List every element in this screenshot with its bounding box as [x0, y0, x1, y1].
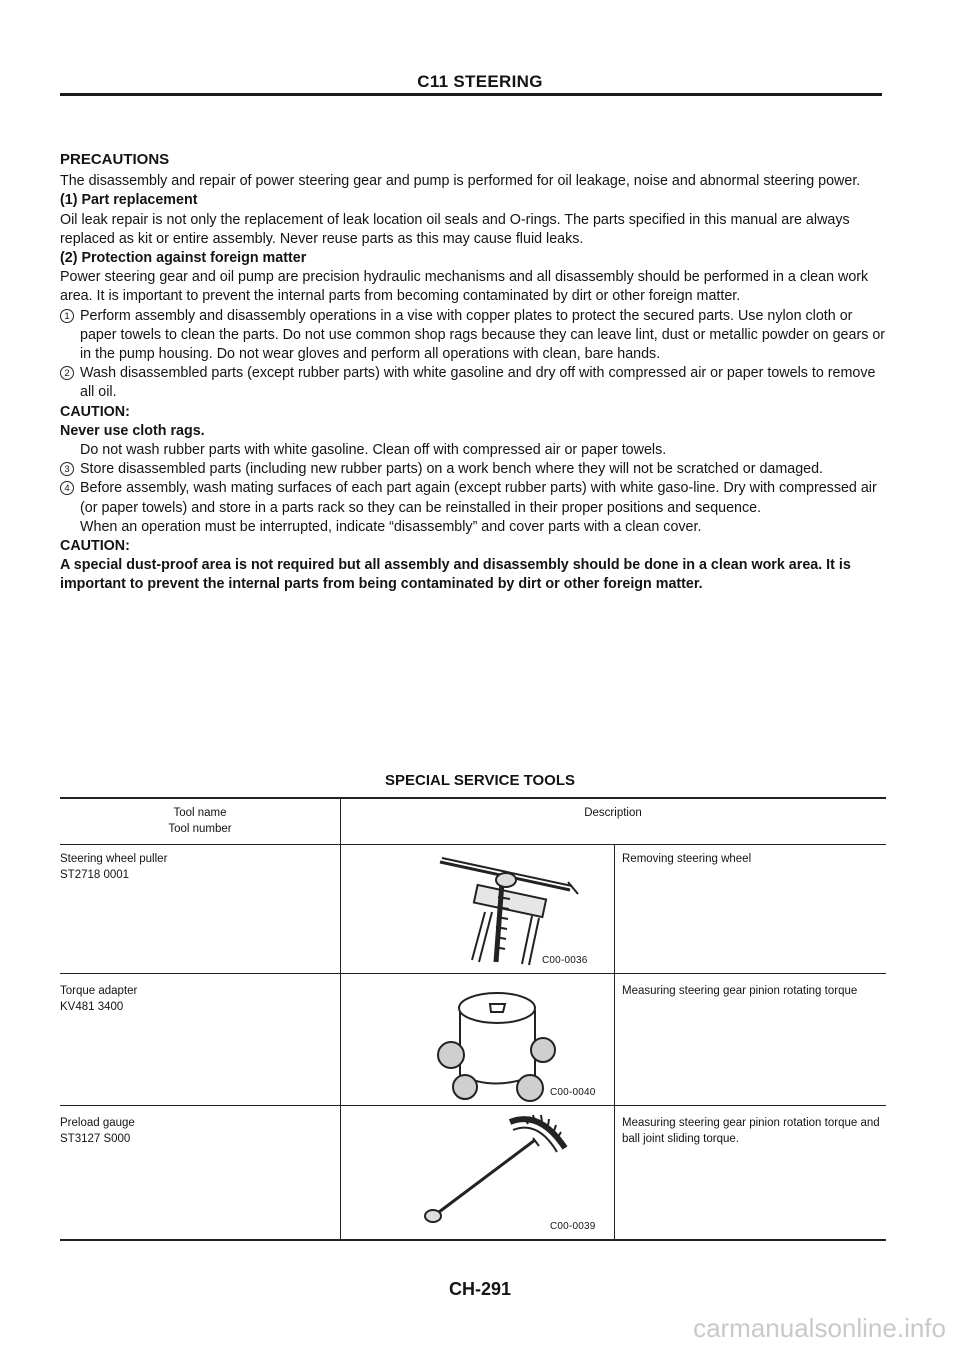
part-replacement-text: Oil leak repair is not only the replacement of leak location oil seals and O-rings. The parts specified in this manual are always replaced as kit or entire assembly. Never reuse parts as this may cause fluid leaks. [60, 211, 850, 247]
special-service-tools-title: SPECIAL SERVICE TOOLS [384, 772, 576, 789]
precaution-item-3 [60, 460, 886, 479]
table-row [60, 1115, 330, 1147]
table-header-rule [60, 844, 886, 845]
tool-description: Measuring steering gear pinion rotation torque and ball joint sliding torque. [622, 1117, 880, 1145]
circled-number-2: 2 [60, 366, 74, 380]
tool-number: ST2718 0001 [60, 869, 130, 881]
table-bottom-rule [60, 1239, 886, 1241]
table-row [60, 851, 330, 883]
precaution-item-4 [60, 479, 886, 517]
circled-number-4: 4 [60, 481, 74, 495]
precautions-title: PRECAUTIONS [60, 151, 170, 168]
page-number: CH-291 [448, 1279, 512, 1299]
table-col-rule-2 [614, 844, 615, 1241]
caution-label-1: CAUTION: [60, 403, 130, 420]
page-header-title: C11 STEERING [417, 72, 543, 91]
preload-gauge-drawing [415, 1110, 585, 1232]
caution-label-2: CAUTION: [60, 538, 130, 555]
col-tool-number: Tool number [168, 823, 232, 835]
figure-code: C00-0036 [542, 955, 588, 966]
circled-number-1: 1 [60, 309, 74, 323]
tool-number: ST3127 S000 [60, 1133, 131, 1145]
precautions-intro: The disassembly and repair of power steering gear and pump is performed for oil leakage, noise and abnormal steering power. [60, 173, 861, 190]
special-service-tools-table [60, 797, 886, 1241]
precaution-item-1-text: Perform assembly and disassembly operations in a vise with copper plates to protect the secured parts. Use nylon cloth or paper towels to clean the parts. Do not use common shop rags because they can leave lint, dust or metallic powder on gears or in the pump housing. Do not wear gloves and perform all operations with clean, bare hands. [80, 307, 886, 363]
protection-heading: (2) Protection against foreign matter [60, 250, 307, 267]
table-row-rule-1 [60, 973, 886, 974]
tool-number: KV481 3400 [60, 1001, 124, 1013]
part-replacement-heading: (1) Part replacement [60, 192, 198, 209]
table-row [60, 983, 330, 1015]
tool-name: Steering wheel puller [60, 853, 168, 865]
col-description: Description [584, 807, 642, 819]
figure-code: C00-0039 [550, 1221, 596, 1232]
precaution-item-1 [60, 307, 886, 365]
figure-code: C00-0040 [550, 1087, 596, 1098]
table-header-name [60, 805, 340, 837]
caution-follow-text: Do not wash rubber parts with white gasoline. Clean off with compressed air or paper towels. [80, 442, 667, 459]
circled-number-3: 3 [60, 462, 74, 476]
watermark-text: carmanualsonline.info [693, 1313, 946, 1343]
caution-text-1: Never use cloth rags. [60, 422, 205, 439]
table-row-rule-2 [60, 1105, 886, 1106]
caution-text-2: A special dust-proof area is not required but all assembly and disassembly should be done in a clean work area. It is important to prevent the internal parts from being contaminated by dirt or other foreign matter. [60, 557, 851, 593]
precaution-item-4-text: Before assembly, wash mating surfaces of each part again (except rubber parts) with white gaso-line. Dry with compressed air (or paper towels) and store in a parts rack so they can be reinstalled in their proper positions and sequence. [80, 480, 877, 516]
precaution-item-3-text: Store disassembled parts (including new rubber parts) on a work bench where they will not be scratched or damaged. [80, 461, 824, 478]
table-col-rule-1 [340, 797, 341, 1241]
col-tool-name: Tool name [173, 807, 227, 819]
tool-name: Preload gauge [60, 1117, 135, 1129]
precautions-section [60, 150, 886, 595]
tool-description: Measuring steering gear pinion rotating torque [622, 985, 858, 997]
tool-name: Torque adapter [60, 985, 138, 997]
precaution-item-2-text: Wash disassembled parts (except rubber parts) with white gasoline and dry off with compressed air or paper towels to remove all oil. [80, 365, 876, 401]
header-rule [60, 93, 882, 96]
precaution-item-2 [60, 364, 886, 402]
interrupt-note: When an operation must be interrupted, indicate “disassembly” and cover parts with a clean cover. [80, 518, 702, 535]
protection-text: Power steering gear and oil pump are precision hydraulic mechanisms and all disassembly should be performed in a clean work area. It is important to prevent the internal parts from becoming contaminated by dirt or other foreign matter. [60, 269, 869, 305]
table-top-rule [60, 797, 886, 799]
tool-description: Removing steering wheel [622, 853, 752, 865]
